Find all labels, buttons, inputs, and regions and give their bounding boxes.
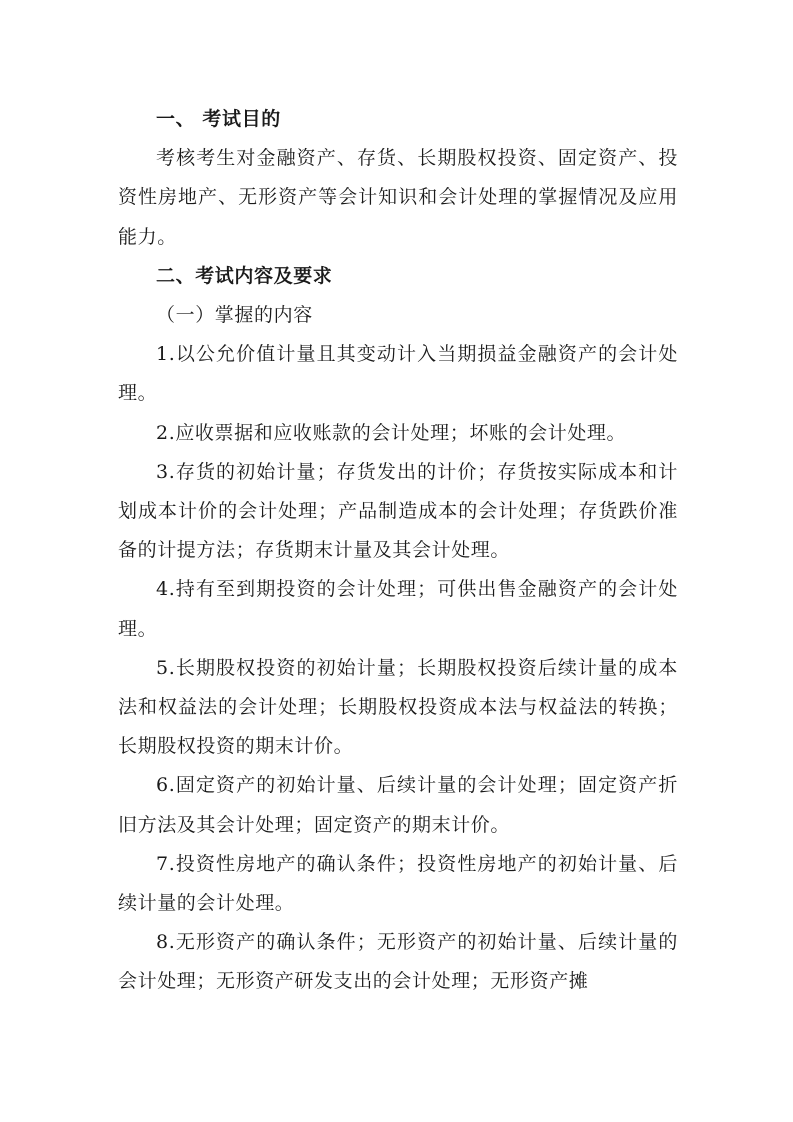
exam-purpose-paragraph: 考核考生对金融资产、存货、长期股权投资、固定资产、投资性房地产、无形资产等会计知识和会计处理的掌握情况及应用能力。 <box>118 147 678 248</box>
list-item: 5.长期股权投资的初始计量；长期股权投资后续计量的成本法和权益法的会计处理；长期股权投资成本法与权益法的转换；长期股权投资的期末计价。 <box>118 656 678 758</box>
section-heading-exam-purpose: 一、 考试目的 <box>156 108 281 130</box>
section-heading-exam-content: 二、考试内容及要求 <box>156 264 333 287</box>
list-item: 3.存货的初始计量；存货发出的计价；存货按实际成本和计划成本计价的会计处理；产品制造成本的会计处理；存货跌价准备的计提方法；存货期末计量及其会计处理。 <box>118 460 678 562</box>
subheading-mastery-content: （一）掌握的内容 <box>156 304 313 327</box>
list-item: 7.投资性房地产的确认条件；投资性房地产的初始计量、后续计量的会计处理。 <box>118 852 678 915</box>
list-item: 6.固定资产的初始计量、后续计量的会计处理；固定资产折旧方法及其会计处理；固定资产的期末计价。 <box>118 774 678 836</box>
list-item: 1.以公允价值计量且其变动计入当期损益金融资产的会计处理。 <box>118 343 678 405</box>
list-item: 4.持有至到期投资的会计处理；可供出售金融资产的会计处理。 <box>118 578 678 640</box>
list-item: 2.应收票据和应收账款的会计处理；坏账的会计处理。 <box>156 421 627 444</box>
document-body <box>118 100 678 1002</box>
list-item: 8.无形资产的确认条件；无形资产的初始计量、后续计量的会计处理；无形资产研发支出的会计处理；无形资产摊 <box>118 931 678 993</box>
